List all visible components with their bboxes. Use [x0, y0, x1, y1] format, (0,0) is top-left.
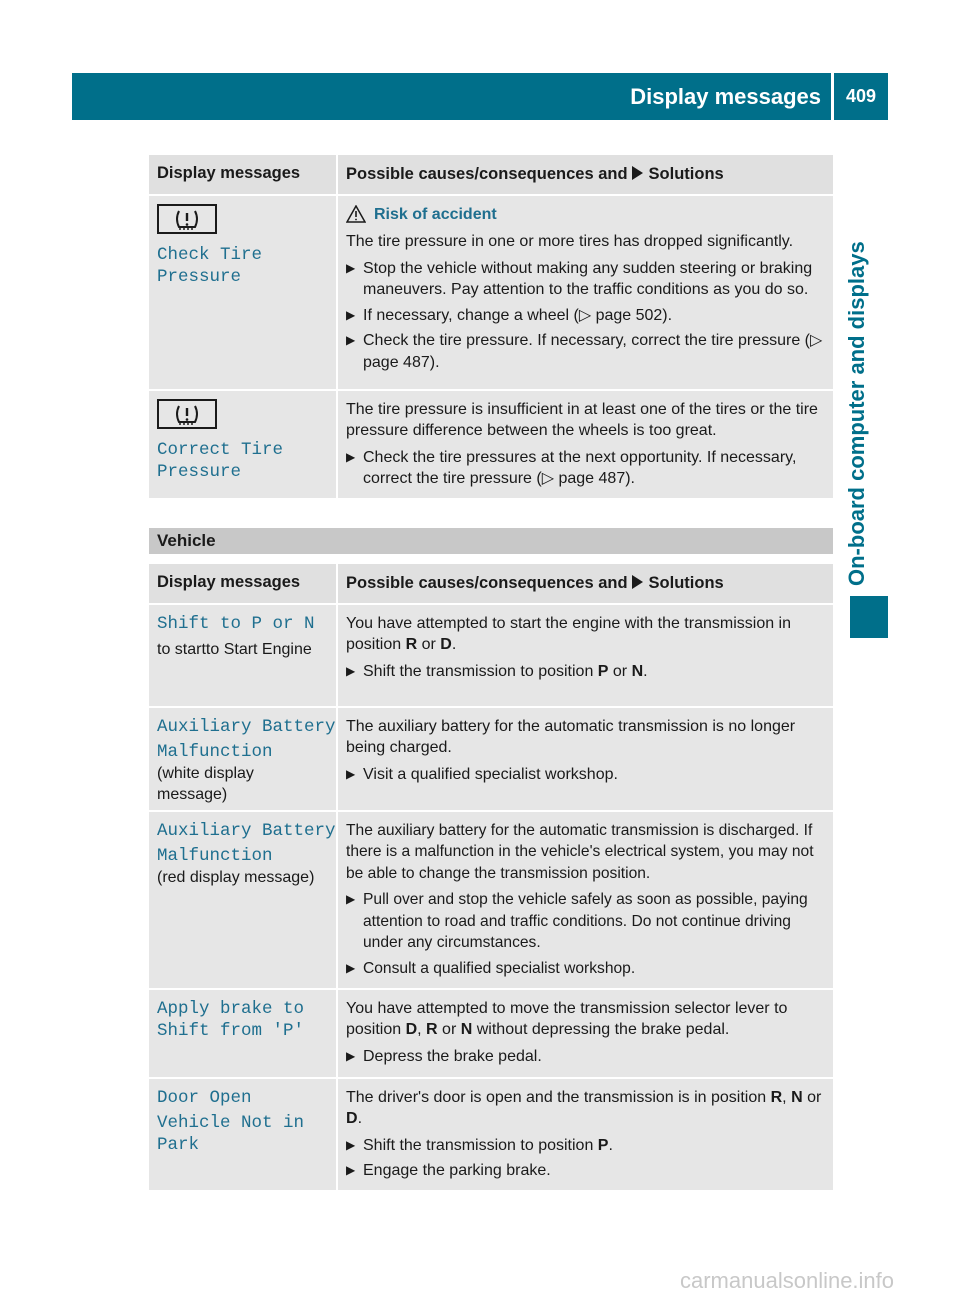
arrow-right-icon: ▶ [346, 260, 356, 275]
arrow-right-icon: ▶ [346, 766, 356, 781]
position-label: N [631, 662, 644, 680]
solution-step-text: Check the tire pressure. If necessary, correct the tire pressure (▷ page 487). [363, 332, 823, 371]
arrow-right-icon [632, 166, 643, 180]
cause-text-part: , [782, 1088, 792, 1106]
solution-step-text: . [643, 662, 648, 680]
cause-text-part: , [417, 1021, 427, 1038]
col-header-causes-text: Possible causes/consequences and [346, 165, 628, 183]
cause-text: The tire pressure is insufficient in at least one of the tires or the tire pressure difference between the wheels is too great. [346, 400, 818, 439]
position-label: N [460, 1021, 473, 1038]
message-check-tire-pressure: Check Tire Pressure [157, 244, 263, 287]
solution-step-text: Depress the brake pedal. [363, 1047, 542, 1065]
solution-cell [336, 708, 833, 810]
table-row [149, 1079, 833, 1190]
solution-step [346, 305, 827, 327]
solution-cell [336, 196, 833, 389]
col-header-causes [336, 564, 833, 603]
message-malfunction: Malfunction [157, 741, 273, 762]
solution-step [346, 661, 827, 683]
solution-step-text: . [608, 1136, 613, 1154]
cause-text: The auxiliary battery for the automatic transmission is discharged. If there is a malfunction in the vehicle's electrical system, you may not be able to change the transmission position. [346, 821, 814, 882]
watermark: carmanualsonline.info [680, 1268, 895, 1293]
solution-cell [336, 990, 833, 1077]
position-label: D [405, 1021, 418, 1038]
message-malfunction: Malfunction [157, 845, 273, 866]
cause-text-part: or [802, 1088, 822, 1106]
vehicle-table [149, 564, 833, 1190]
solution-step-text: Check the tire pressures at the next opportunity. If necessary, correct the tire pressure (▷ page 487). [363, 448, 797, 487]
message-auxiliary-battery: Auxiliary Battery [157, 820, 336, 841]
solution-step [346, 958, 827, 980]
position-label: D [440, 636, 452, 653]
solution-step [346, 330, 827, 373]
message-cell [149, 605, 336, 706]
message-door-open: Door Open [157, 1087, 252, 1108]
cause-text-part: or [417, 636, 441, 653]
table-header-row [149, 564, 833, 605]
cause-text-part: The driver's door is open and the transmission is in position [346, 1088, 771, 1106]
col-header-solutions-text: Solutions [648, 165, 724, 183]
arrow-right-icon: ▶ [346, 960, 356, 975]
arrow-right-icon: ▶ [346, 1137, 356, 1152]
position-label: R [426, 1021, 438, 1038]
arrow-right-icon: ▶ [346, 307, 356, 322]
arrow-right-icon: ▶ [346, 892, 356, 906]
arrow-right-icon: ▶ [346, 333, 356, 347]
col-header-causes [336, 155, 833, 194]
col-header-causes-text: Possible causes/consequences and [346, 574, 628, 592]
page-header-title: Display messages [630, 84, 821, 109]
position-label: D [346, 1110, 358, 1127]
cause-text [346, 1087, 827, 1130]
tire-pressure-warning-icon [157, 204, 217, 234]
solution-step [346, 1160, 827, 1182]
message-cell [149, 708, 336, 810]
cause-text-part: You have attempted to move the transmission selector lever to position [346, 999, 788, 1038]
message-auxiliary-battery: Auxiliary Battery [157, 716, 336, 737]
cause-text: The tire pressure in one or more tires has dropped significantly. [346, 233, 794, 250]
cause-text-part: or [437, 1021, 461, 1038]
table-row [149, 196, 833, 391]
solution-cell [336, 391, 833, 498]
table-row [149, 812, 833, 990]
solution-cell [336, 1079, 833, 1190]
message-note-text: to startto Start Engine [157, 640, 312, 658]
solution-step [346, 1135, 827, 1157]
position-label: P [597, 1136, 609, 1154]
table-row [149, 391, 833, 498]
arrow-right-icon: ▶ [346, 449, 356, 464]
solution-step [346, 1046, 827, 1068]
table-row [149, 708, 833, 812]
table-row [149, 605, 833, 708]
message-note: (red display message) [157, 868, 315, 886]
arrow-right-icon: ▶ [346, 1163, 356, 1177]
table-row [149, 990, 833, 1079]
cause-text-part: . [357, 1110, 363, 1127]
header-bar [72, 73, 888, 120]
message-note [157, 639, 336, 661]
message-shift-to-p-or-n: Shift to P or N [157, 613, 315, 634]
solution-cell [336, 605, 833, 706]
solution-step-text: Stop the vehicle without making any sudden steering or braking maneuvers. Pay attention to the traffic conditions as you do so. [363, 259, 813, 298]
solution-step-text: Consult a qualified specialist workshop. [363, 959, 636, 977]
arrow-right-icon: ▶ [346, 1048, 356, 1063]
risk-warning [346, 204, 827, 226]
solution-step-text: Visit a qualified specialist workshop. [363, 765, 618, 783]
tire-pressure-warning-icon [157, 399, 217, 429]
col-header-display-messages: Display messages [149, 564, 336, 603]
solution-step-text: If necessary, change a wheel (▷ page 502). [363, 306, 673, 324]
message-note: (white display message) [157, 764, 254, 803]
solution-step-text: or [608, 662, 632, 680]
solution-step [346, 889, 827, 954]
solution-step-text: Shift the transmission to position [363, 1136, 598, 1154]
solution-step-text: Shift the transmission to position [363, 662, 598, 680]
message-vehicle-not-in-park: Vehicle Not in Park [157, 1112, 305, 1155]
cause-text: The auxiliary battery for the automatic transmission is no longer being charged. [346, 717, 796, 756]
solution-cell [336, 812, 833, 988]
col-header-solutions-text: Solutions [648, 574, 724, 592]
message-correct-tire-pressure: Correct Tire Pressure [157, 439, 284, 482]
cause-text [346, 613, 827, 656]
cause-text-part: . [451, 636, 457, 653]
warning-triangle-icon [346, 205, 366, 223]
message-cell [149, 1079, 336, 1190]
side-tab-block [850, 596, 888, 638]
solution-step-text: Pull over and stop the vehicle safely as soon as possible, paying attention to road and traffic conditions. Do not continue driving under any circumstances. [363, 891, 808, 951]
arrow-right-icon: ▶ [346, 663, 356, 678]
position-label: N [791, 1088, 803, 1106]
cause-text-part: You have attempted to start the engine with the transmission in position [346, 614, 792, 653]
arrow-right-icon [632, 575, 643, 589]
cause-text-part: without depressing the brake pedal. [472, 1021, 730, 1038]
position-label: R [770, 1088, 783, 1106]
message-cell [149, 391, 336, 498]
message-cell [149, 196, 336, 389]
solution-step [346, 764, 827, 786]
cause-text [346, 998, 827, 1041]
risk-warning-label: Risk of accident [374, 205, 497, 223]
table-header-row [149, 155, 833, 196]
message-cell [149, 812, 336, 988]
tire-pressure-table [149, 155, 833, 498]
message-cell [149, 990, 336, 1077]
position-label: P [597, 662, 609, 680]
side-tab-label: On-board computer and displays [844, 241, 869, 586]
page-number: 409 [845, 86, 877, 106]
solution-step [346, 258, 827, 301]
solution-step [346, 447, 827, 490]
col-header-display-messages: Display messages [149, 155, 336, 194]
solution-step-text: Engage the parking brake. [363, 1162, 551, 1179]
position-label: R [405, 636, 418, 653]
section-title-vehicle: Vehicle [149, 528, 833, 554]
message-apply-brake: Apply brake to Shift from 'P' [157, 998, 305, 1041]
